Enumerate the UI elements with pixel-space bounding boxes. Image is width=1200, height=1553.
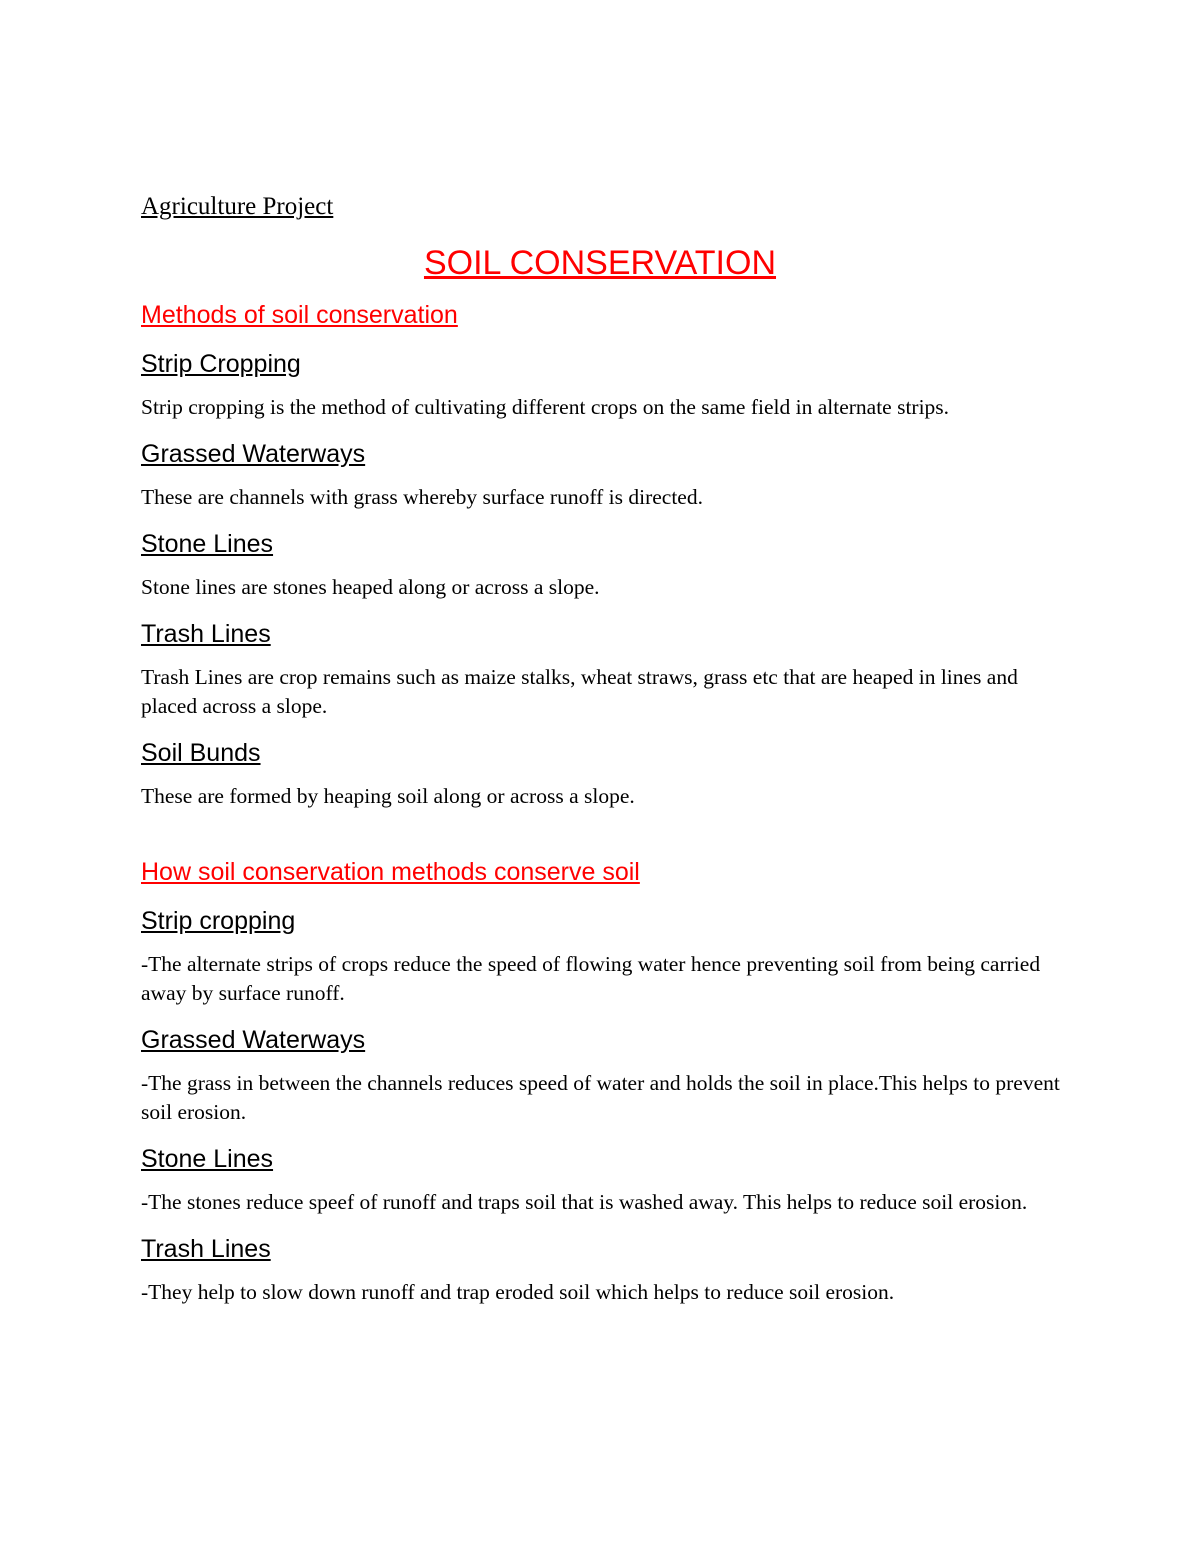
method-description: These are channels with grass whereby surface runoff is directed. [141, 485, 703, 509]
method-description: These are formed by heaping soil along or across a slope. [141, 784, 635, 808]
section-how-methods-conserve [141, 855, 1061, 1307]
method-title: Soil Bunds [141, 739, 261, 767]
method-description: Stone lines are stones heaped along or across a slope. [141, 575, 600, 599]
method-title: Grassed Waterways [141, 1026, 366, 1054]
document-title: SOIL CONSERVATION [423, 244, 777, 282]
method-description: Strip cropping is the method of cultivating different crops on the same field in alternate strips. [141, 395, 950, 419]
document-label: Agriculture Project [141, 193, 334, 220]
method-title: Stone Lines [141, 530, 274, 558]
method-explanation: -They help to slow down runoff and trap eroded soil which helps to reduce soil erosion. [141, 1280, 895, 1304]
method-title: Grassed Waterways [141, 440, 366, 468]
section-heading: Methods of soil conservation [141, 301, 458, 329]
method-explanation: -The grass in between the channels reduces speed of water and holds the soil in place.This helps to prevent soil erosion. [141, 1071, 1060, 1124]
method-title: Strip Cropping [141, 350, 301, 378]
method-explanation: -The alternate strips of crops reduce the speed of flowing water hence preventing soil from being carried away by surface runoff. [141, 952, 1041, 1005]
section-methods [141, 298, 1061, 811]
method-description: Trash Lines are crop remains such as maize stalks, wheat straws, grass etc that are heaped in lines and placed across a slope. [141, 665, 1018, 718]
method-title: Trash Lines [141, 620, 271, 648]
section-spacer [141, 811, 1061, 855]
method-explanation: -The stones reduce speef of runoff and traps soil that is washed away. This helps to reduce soil erosion. [141, 1190, 1028, 1214]
method-title: Stone Lines [141, 1145, 274, 1173]
document-page [141, 190, 1061, 1307]
method-title: Strip cropping [141, 907, 296, 935]
method-title: Trash Lines [141, 1235, 271, 1263]
section-heading: How soil conservation methods conserve soil [141, 858, 640, 886]
